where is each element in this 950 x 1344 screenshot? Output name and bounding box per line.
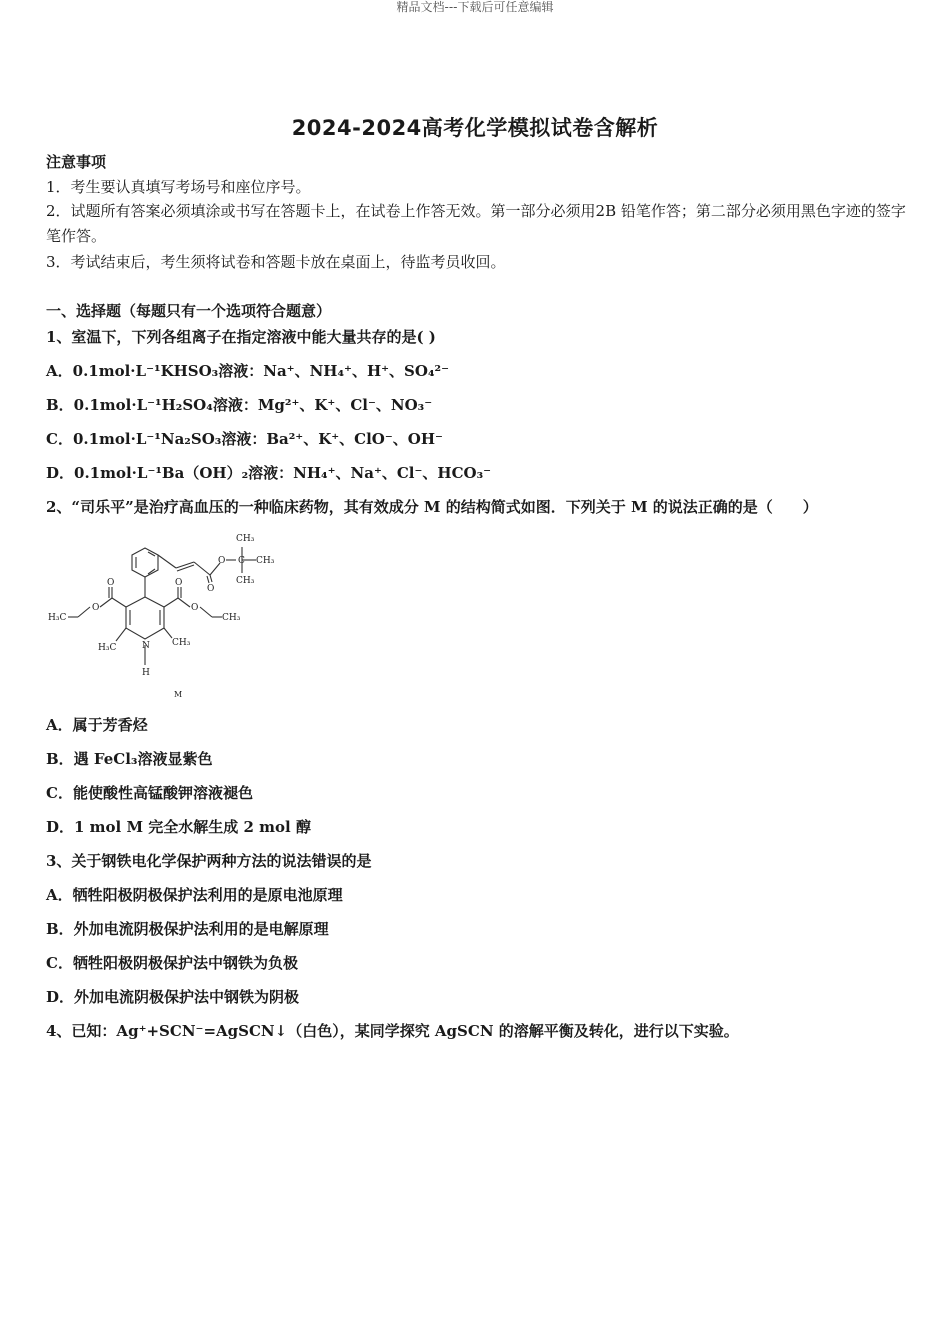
q1-option-d: D．0.1mol·L⁻¹Ba（OH）₂溶液：NH₄⁺、Na⁺、Cl⁻、HCO₃⁻ xyxy=(46,464,492,482)
q3-option-c: C．牺牲阳极阴极保护法中钢铁为负极 xyxy=(46,954,298,972)
atom-label: O xyxy=(107,578,115,588)
atom-label: O xyxy=(92,603,100,613)
q1-option-a: A．0.1mol·L⁻¹KHSO₃溶液：Na⁺、NH₄⁺、H⁺、SO₄²⁻ xyxy=(46,362,450,380)
atom-label: O xyxy=(218,556,226,566)
q2-stem: 2、“司乐平”是治疗高血压的一种临床药物，其有效成分 M 的结构简式如图．下列关于 M 的说法正确的是（ ） xyxy=(46,498,818,516)
molecule-structure-figure xyxy=(44,525,284,705)
page-header: 精品文档---下载后可任意编辑 xyxy=(396,0,554,14)
notice-item-3: 3．考试结束后，考生须将试卷和答题卡放在桌面上，待监考员收回。 xyxy=(46,253,506,271)
notice-item-1: 1．考生要认真填写考场号和座位序号。 xyxy=(46,178,311,196)
q1-option-c: C．0.1mol·L⁻¹Na₂SO₃溶液：Ba²⁺、K⁺、ClO⁻、OH⁻ xyxy=(46,430,443,448)
atom-label: O xyxy=(207,584,215,594)
atom-label: CH₃ xyxy=(236,534,255,544)
atom-label: O xyxy=(191,603,199,613)
atom-label: CH₃ xyxy=(236,576,255,586)
page-title: 2024-2024高考化学模拟试卷含解析 xyxy=(291,116,659,140)
q1-stem: 1、室温下，下列各组离子在指定溶液中能大量共存的是( ) xyxy=(46,328,436,346)
section-heading: 一、选择题（每题只有一个选项符合题意） xyxy=(46,302,332,320)
atom-label: CH₃ xyxy=(222,613,241,623)
q4-stem: 4、已知：Ag⁺+SCN⁻=AgSCN↓（白色），某同学探究 AgSCN 的溶解平衡及转化，进行以下实验。 xyxy=(46,1022,739,1040)
atom-label: N xyxy=(142,641,150,651)
figure-label-m: M xyxy=(174,690,183,699)
atom-label: O xyxy=(175,578,183,588)
dihydropyridine-ring xyxy=(126,597,164,639)
atom-label: H₃C xyxy=(98,643,117,653)
q3-option-b: B．外加电流阴极保护法利用的是电解原理 xyxy=(46,920,329,938)
atom-label: CH₃ xyxy=(172,638,191,648)
atom-label: H₃C xyxy=(48,613,67,623)
q3-option-a: A．牺牲阳极阴极保护法利用的是原电池原理 xyxy=(46,886,343,904)
notice-heading: 注意事项 xyxy=(46,153,107,171)
atom-label: H xyxy=(142,668,150,678)
q2-option-a: A．属于芳香烃 xyxy=(46,716,148,734)
q2-option-d: D．1 mol M 完全水解生成 2 mol 醇 xyxy=(46,818,311,836)
atom-label: CH₃ xyxy=(256,556,275,566)
q2-option-b: B．遇 FeCl₃溶液显紫色 xyxy=(46,750,213,768)
q3-stem: 3、关于钢铁电化学保护两种方法的说法错误的是 xyxy=(46,852,372,870)
q3-option-d: D．外加电流阴极保护法中钢铁为阴极 xyxy=(46,988,300,1006)
notice-item-2: 2．试题所有答案必须填涂或书写在答题卡上，在试卷上作答无效。第一部分必须用2B 铅笔作答；第二部分必须用黑色字迹的签字笔作答。 xyxy=(46,202,906,245)
atom-label: C xyxy=(238,556,245,566)
q2-option-c: C．能使酸性高锰酸钾溶液褪色 xyxy=(46,784,253,802)
q1-option-b: B．0.1mol·L⁻¹H₂SO₄溶液：Mg²⁺、K⁺、Cl⁻、NO₃⁻ xyxy=(46,396,433,414)
